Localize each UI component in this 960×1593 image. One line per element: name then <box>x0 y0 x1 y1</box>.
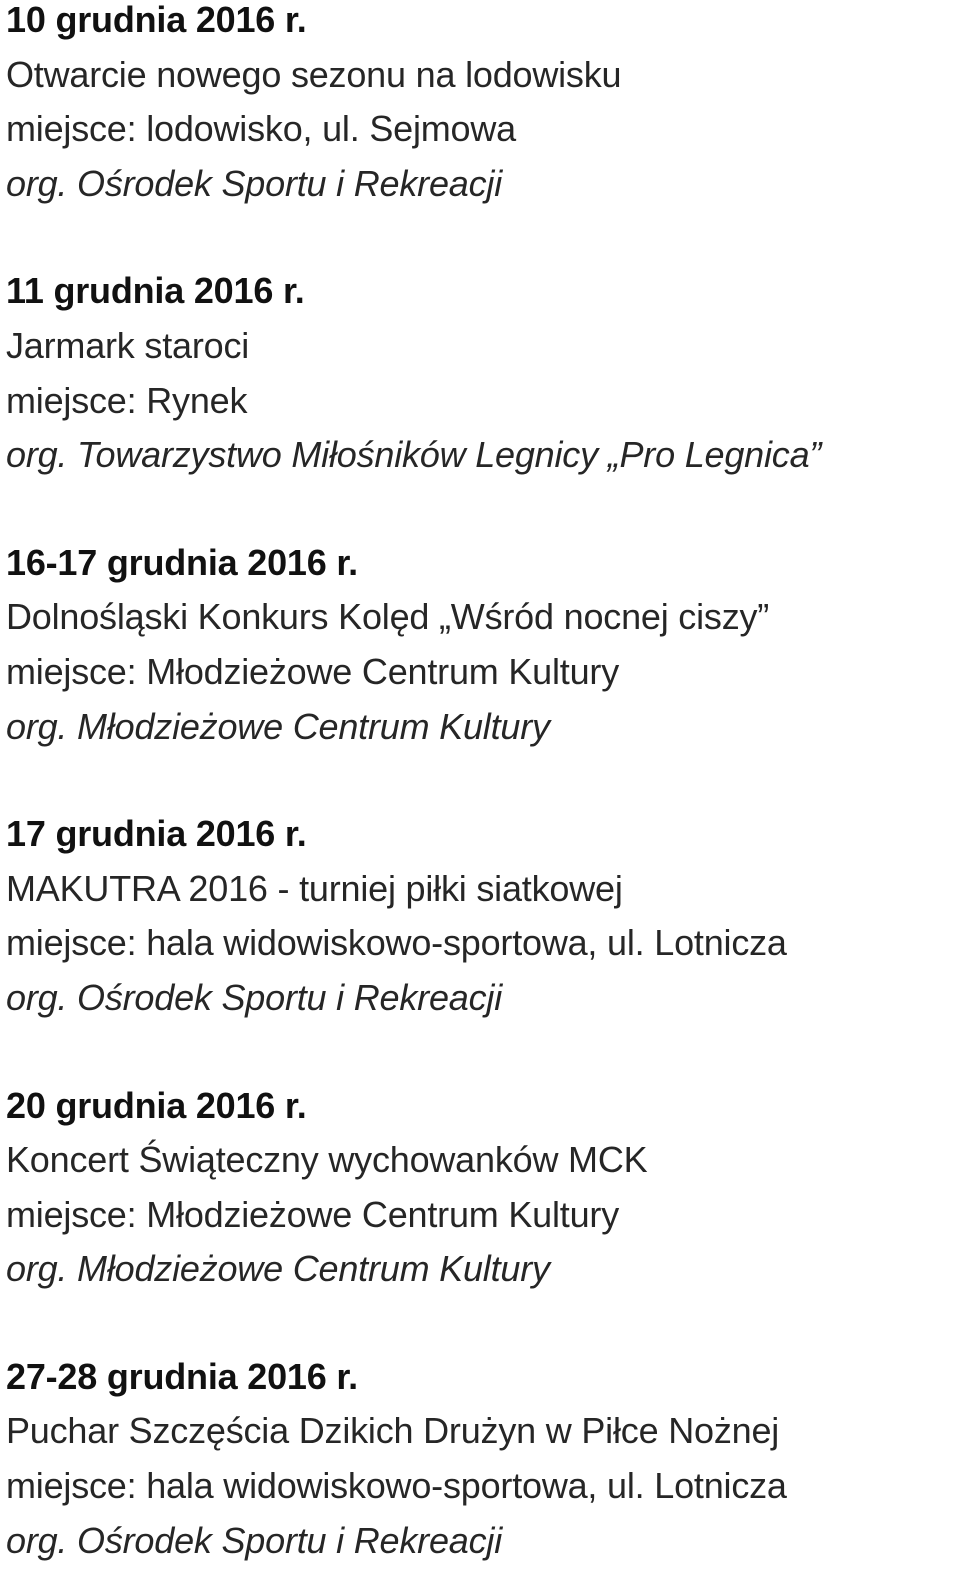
event-title: Jarmark staroci <box>6 324 250 366</box>
event-entry <box>6 1350 960 1568</box>
event-place: miejsce: hala widowiskowo-sportowa, ul. Lotnicza <box>6 1465 787 1507</box>
event-date: 20 grudnia 2016 r. <box>6 1084 307 1126</box>
event-date: 11 grudnia 2016 r. <box>6 270 305 312</box>
event-place: miejsce: lodowisko, ul. Sejmowa <box>6 108 516 150</box>
event-title: Puchar Szczęścia Dzikich Drużyn w Piłce Nożnej <box>6 1410 780 1452</box>
event-place: miejsce: Młodzieżowe Centrum Kultury <box>6 1193 620 1235</box>
event-date: 10 grudnia 2016 r. <box>6 0 307 40</box>
event-title: MAKUTRA 2016 - turniej piłki siatkowej <box>6 867 623 909</box>
event-entry <box>6 264 960 482</box>
event-entry <box>6 0 960 211</box>
event-organizer: org. Ośrodek Sportu i Rekreacji <box>6 162 503 204</box>
event-date: 16-17 grudnia 2016 r. <box>6 541 358 583</box>
event-date: 17 grudnia 2016 r. <box>6 813 307 855</box>
event-title: Dolnośląski Konkurs Kolęd „Wśród nocnej ciszy” <box>6 596 770 638</box>
event-place: miejsce: Rynek <box>6 379 248 421</box>
event-place: miejsce: Młodzieżowe Centrum Kultury <box>6 650 620 692</box>
event-organizer: org. Towarzystwo Miłośników Legnicy „Pro Legnica” <box>6 434 822 476</box>
event-organizer: org. Młodzieżowe Centrum Kultury <box>6 1248 550 1290</box>
event-entry <box>6 807 960 1025</box>
event-organizer: org. Ośrodek Sportu i Rekreacji <box>6 976 503 1018</box>
event-entry <box>6 1079 960 1297</box>
event-place: miejsce: hala widowiskowo-sportowa, ul. Lotnicza <box>6 922 787 964</box>
event-entry <box>6 536 960 754</box>
event-organizer: org. Ośrodek Sportu i Rekreacji <box>6 1519 503 1561</box>
event-title: Koncert Świąteczny wychowanków MCK <box>6 1139 648 1181</box>
event-title: Otwarcie nowego sezonu na lodowisku <box>6 53 622 95</box>
event-organizer: org. Młodzieżowe Centrum Kultury <box>6 705 550 747</box>
event-date: 27-28 grudnia 2016 r. <box>6 1355 358 1397</box>
